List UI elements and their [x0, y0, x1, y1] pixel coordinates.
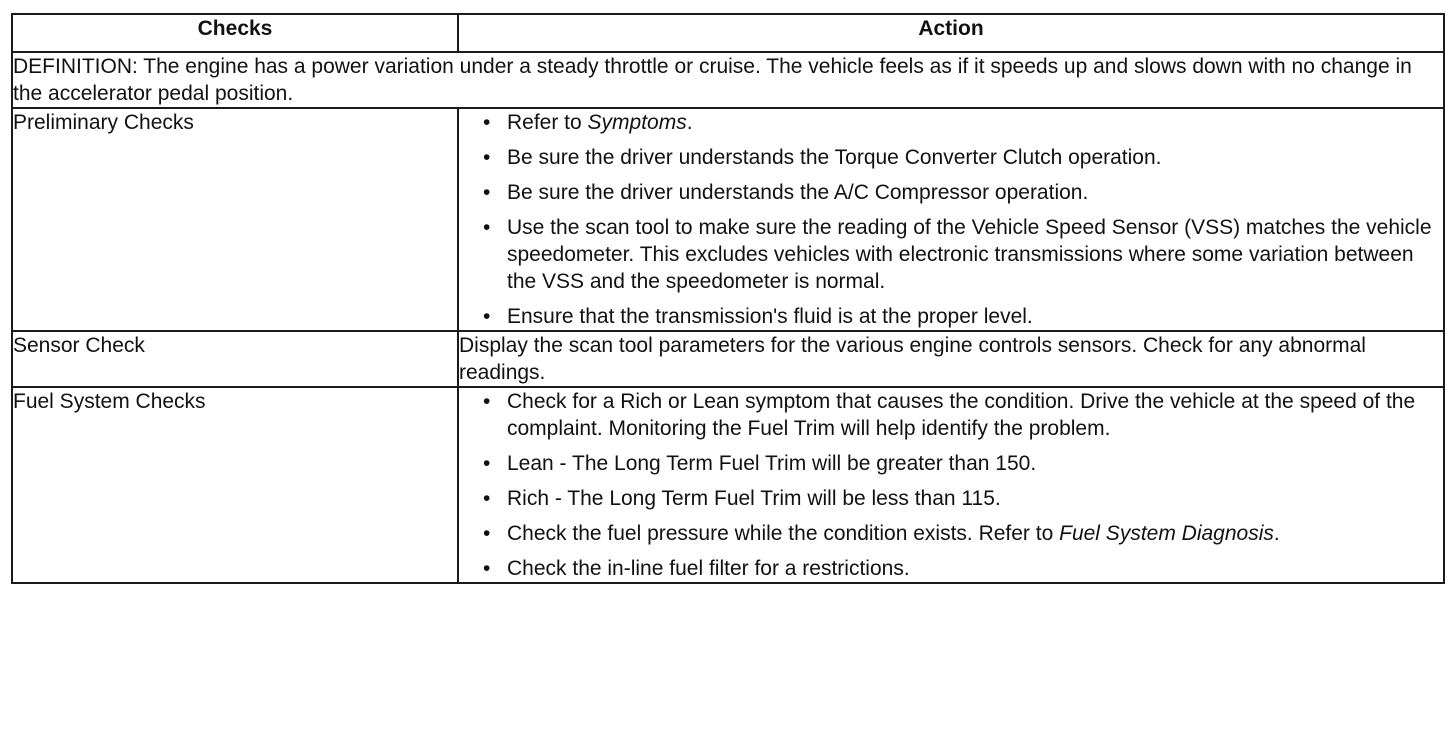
list-item — [459, 388, 1443, 442]
bullet-text: Check the in-line fuel filter for a restrictions. — [507, 557, 910, 580]
definition-text: DEFINITION: The engine has a power variation under a steady throttle or cruise. The vehicle feels as if it speeds up and slows down with no change in the accelerator pedal position. — [12, 52, 1444, 108]
reference-text: Fuel System Diagnosis — [1059, 522, 1274, 545]
bullet-icon: • — [483, 181, 491, 204]
bullet-icon: • — [483, 216, 491, 239]
bullet-list-preliminary — [459, 109, 1443, 330]
diagnostic-document — [11, 13, 1443, 584]
action-text-sensor: Display the scan tool parameters for the various engine controls sensors. Check for any abnormal readings. — [458, 331, 1444, 387]
list-item — [459, 485, 1443, 512]
list-item — [459, 144, 1443, 171]
bullet-text: Check for a Rich or Lean symptom that causes the condition. Drive the vehicle at the speed of the complaint. Monitoring the Fuel Trim will help identify the problem. — [507, 390, 1416, 440]
action-cell-fuel — [458, 387, 1444, 583]
bullet-list-fuel — [459, 388, 1443, 582]
bullet-icon: • — [483, 452, 491, 475]
definition-row — [12, 52, 1444, 108]
list-item — [459, 214, 1443, 295]
bullet-text: Check the fuel pressure while the condition exists. Refer to — [507, 522, 1060, 545]
bullet-text: Rich - The Long Term Fuel Trim will be less than 115. — [507, 487, 1001, 510]
table-row-fuel — [12, 387, 1444, 583]
bullet-text: Ensure that the transmission's fluid is at the proper level. — [507, 305, 1033, 328]
table-row-sensor — [12, 331, 1444, 387]
reference-text: Symptoms — [587, 111, 687, 134]
list-item — [459, 450, 1443, 477]
bullet-text: Lean - The Long Term Fuel Trim will be greater than 150. — [507, 452, 1037, 475]
bullet-icon: • — [483, 146, 491, 169]
bullet-icon: • — [483, 487, 491, 510]
list-item — [459, 303, 1443, 330]
bullet-text: Use the scan tool to make sure the reading of the Vehicle Speed Sensor (VSS) matches the vehicle speedometer. This excludes vehicles with electronic transmissions where some variation between the VSS and the speedometer is normal. — [507, 216, 1432, 293]
list-item — [459, 555, 1443, 582]
header-checks: Checks — [12, 14, 458, 52]
check-label-sensor: Sensor Check — [12, 331, 458, 387]
header-action: Action — [458, 14, 1444, 52]
check-label-preliminary: Preliminary Checks — [12, 108, 458, 331]
bullet-icon: • — [483, 390, 491, 413]
list-item — [459, 179, 1443, 206]
bullet-text: Be sure the driver understands the Torque Converter Clutch operation. — [507, 146, 1162, 169]
bullet-text: Refer to — [507, 111, 588, 134]
bullet-text-end: . — [1273, 522, 1280, 545]
bullet-icon: • — [483, 522, 491, 545]
list-item — [459, 520, 1443, 547]
table-row-preliminary — [12, 108, 1444, 331]
bullet-icon: • — [483, 305, 491, 328]
action-cell-preliminary — [458, 108, 1444, 331]
diagnostic-table — [11, 13, 1445, 584]
bullet-text: Be sure the driver understands the A/C Compressor operation. — [507, 181, 1089, 204]
bullet-text-end: . — [686, 111, 693, 134]
bullet-icon: • — [483, 111, 491, 134]
check-label-fuel: Fuel System Checks — [12, 387, 458, 583]
bullet-icon: • — [483, 557, 491, 580]
list-item — [459, 109, 1443, 136]
header-row — [12, 14, 1444, 52]
